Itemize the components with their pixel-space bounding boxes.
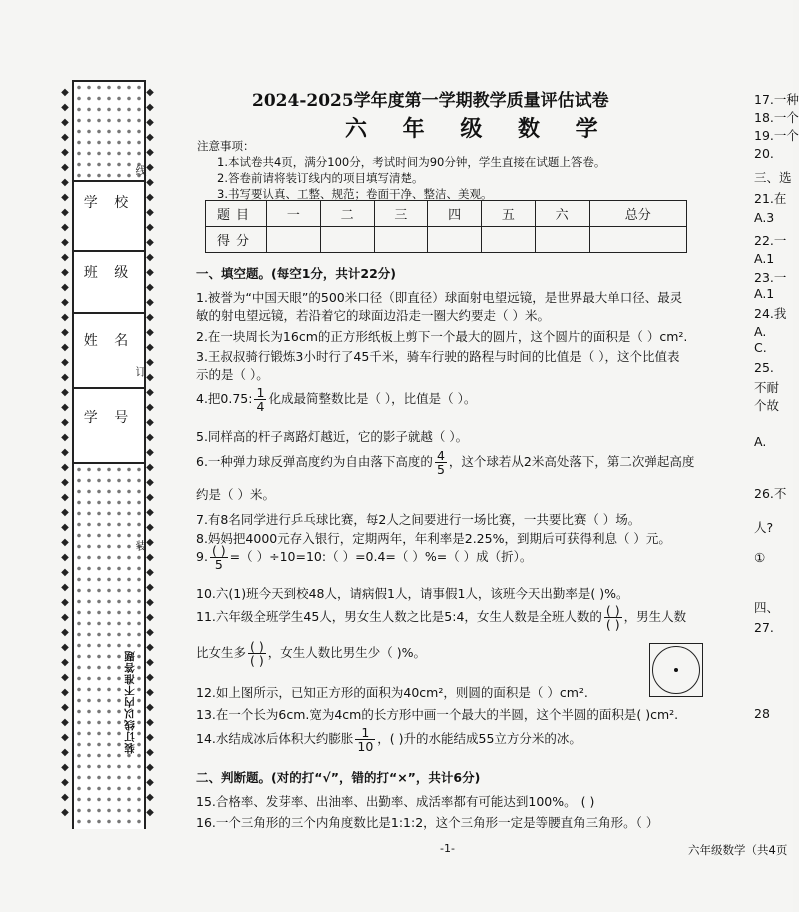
next-page-line: ① [754,550,766,565]
next-page-edge [754,88,799,912]
next-page-line: 20. [754,146,774,161]
q9-text: =（ ）÷10=10:（ ）=0.4=（ ）%=（ ）成（折）。 [229,549,533,564]
q4-fraction: $\frac{1}{4}$ [256,385,265,414]
next-page-line: 22.一 [754,233,787,248]
question-14 [196,726,582,753]
next-page-line: A.1 [754,286,775,301]
exam-subject: 六 年 级 数 学 [345,116,612,142]
binding-ornament-left: ◆ ◆ ◆ ◆ ◆ ◆ ◆ ◆ ◆ ◆ ◆ ◆ ◆ ◆ ◆ ◆ ◆ ◆ ◆ ◆ ◆ ◆ ◆ ◆ ◆ ◆ ◆ ◆ ◆ ◆ ◆ ◆ ◆ ◆ ◆ ◆ ◆ ◆ ◆ ◆ ◆ ◆ ◆ ◆ ◆ ◆ ◆ ◆ ◆ [61,87,69,818]
next-page-line: 26.不 [754,486,787,501]
next-page-line: 23.一 [754,270,787,285]
q9-fraction: $\frac{( )}{5}$ [211,543,226,572]
question-6 [196,449,694,476]
section1-heading: 一、填空题。(每空1分，共计22分) [196,266,397,281]
exam-title: 2024-2025学年度第一学期教学质量评估试卷 [252,91,609,111]
notes-heading: 注意事项： [197,139,255,153]
next-page-line: 三、选 [754,170,792,185]
next-page-line: 24.我 [754,306,787,321]
star-pattern-bottom [74,462,144,829]
q11-text: ，男生人数 [623,609,687,624]
question-1-cont: 敏的射电望远镜，若沿着它的球面边沿走一圈大约要走（ ）米。 [196,308,550,323]
question-9 [196,544,532,571]
question-6-cont: 约是（ ）米。 [196,487,275,502]
circle-center-dot [674,668,678,672]
score-table [205,200,687,253]
instructions [197,138,605,202]
score-table-header-row [206,201,687,227]
question-10: 10.六(1)班今天到校48人，请病假1人，请事假1人，该班今天出勤率是( )%。 [196,586,629,601]
question-3-cont: 示的是（ ）。 [196,367,269,382]
score-header-cell: 五 [482,201,536,227]
class-field[interactable]: 班 级 [74,250,144,314]
score-cell[interactable] [374,227,428,253]
score-header-cell: 二 [320,201,374,227]
question-13: 13.在一个长为6cm.宽为4cm的长方形中画一个最大的半圆，这个半圆的面积是( )cm². [196,707,679,722]
next-page-line: C. [754,340,767,355]
q4-text: 化成最简整数比是（ ），比值是（ ）。 [268,391,477,406]
section2-heading: 二、判断题。(对的打“√”，错的打“×”，共计6分) [196,770,481,785]
score-header-cell: 题目 [206,201,267,227]
next-page-line: 21.在 [754,191,787,206]
next-page-line: 人? [754,520,774,535]
score-table-score-row [206,227,687,253]
next-page-line: A. [754,434,767,449]
next-page-line: 25. [754,360,774,375]
next-page-line: 17.一种 [754,92,799,107]
q14-text: ，( )升的水能结成55立方分米的冰。 [377,731,582,746]
score-cell[interactable] [535,227,589,253]
score-row-label: 得分 [206,227,267,253]
q11-fraction: $\frac{( )}{( )}$ [605,603,620,632]
question-11-cont [196,640,426,667]
question-16: 16.一个三角形的三个内角度数比是1:1:2，这个三角形一定是等腰直角三角形。（ ） [196,815,659,830]
binding-mark-staple: 订 [134,366,147,377]
page-number: -1- [440,842,455,855]
school-field[interactable]: 学 校 [74,180,144,252]
question-3: 3.王叔叔骑行锻炼3小时行了45千米，骑车行驶的路程与时间的比值是（ ），这个比值表 [196,349,680,364]
q11-text: ，女生人数比男生少（ )%。 [267,645,426,660]
q11-fraction-2: $\frac{( )}{( )}$ [250,639,264,668]
score-header-cell: 总分 [589,201,687,227]
score-cell[interactable] [320,227,374,253]
question-15: 15.合格率、发芽率、出油率、出勤率、成活率都有可能达到100%。 ( ) [196,794,595,809]
question-11 [196,604,686,631]
next-page-line: 19.一个 [754,128,799,143]
q14-text: 14.水结成冰后体积大约膨胀 [196,731,354,746]
q6-text: 6.一种弹力球反弹高度约为自由落下高度的 [196,454,433,469]
score-header-cell: 四 [428,201,482,227]
binding-mark-bind: 装 [134,540,147,551]
student-id-field[interactable]: 学 号 [74,387,144,464]
note-item: 3.书写要认真、工整、规范；卷面干净、整洁、美观。 [217,187,493,201]
score-cell[interactable] [267,227,321,253]
next-page-line: 四、 [754,600,780,615]
q9-text: 9. [196,549,208,564]
q11-text: 比女生多 [196,645,247,660]
score-cell[interactable] [589,227,687,253]
next-page-line: 18.一个 [754,110,799,125]
next-page-line: 个故 [754,398,780,413]
q4-text: 4.把0.75: [196,391,253,406]
question-1: 1.被誉为“中国天眼”的500米口径（即直径）球面射电望远镜，是世界最大单口径、最灵 [196,290,683,305]
score-cell[interactable] [482,227,536,253]
binding-ornament-right: ◆ ◆ ◆ ◆ ◆ ◆ ◆ ◆ ◆ ◆ ◆ ◆ ◆ ◆ ◆ ◆ ◆ ◆ ◆ ◆ ◆ ◆ ◆ ◆ ◆ ◆ ◆ ◆ ◆ ◆ ◆ ◆ ◆ ◆ ◆ ◆ ◆ ◆ ◆ ◆ ◆ ◆ ◆ ◆ ◆ ◆ ◆ ◆ ◆ [146,87,154,818]
question-7: 7.有8名同学进行乒乓球比赛，每2人之间要进行一场比赛，一共要比赛（ ）场。 [196,512,641,527]
q14-fraction: $\frac{1}{10}$ [357,725,374,754]
square-circle-figure [649,643,703,697]
question-12: 12.如上图所示，已知正方形的面积为40cm²，则圆的面积是（ ）cm². [196,685,588,700]
question-2: 2.在一块周长为16cm的正方形纸板上剪下一个最大的圆片，这个圆片的面积是（ ）cm². [196,329,688,344]
score-cell[interactable] [428,227,482,253]
binding-warning: 装订线以内不准答题 [124,650,136,754]
question-8: 8.妈妈把4000元存入银行，定期两年，年利率是2.25%，到期后可获得利息（ ）元。 [196,531,671,546]
binding-mark-line: 线 [134,165,147,176]
q6-text: ，这个球若从2米高处落下，第二次弹起高度 [448,454,695,469]
next-page-line: A. [754,324,767,339]
next-page-line: A.1 [754,251,775,266]
score-header-cell: 三 [374,201,428,227]
score-header-cell: 一 [267,201,321,227]
note-item: 1.本试卷共4页，满分100分，考试时间为90分钟，学生直接在试题上答卷。 [217,155,606,169]
q6-fraction: $\frac{4}{5}$ [436,448,445,477]
next-page-line: 不耐 [754,380,780,395]
q11-text: 11.六年级全班学生45人，男女生人数之比是5:4，女生人数是全班人数的 [196,609,602,624]
question-4 [196,386,476,413]
page-footer-label: 六年级数学（共4页 [688,843,788,857]
name-field[interactable]: 姓 名 [74,312,144,389]
next-page-line: 28 [754,706,770,721]
note-item: 2.答卷前请将装订线内的项目填写清楚。 [217,171,424,185]
question-5: 5.同样高的杆子离路灯越近，它的影子就越（ ）。 [196,429,469,444]
next-page-line: 27. [754,620,774,635]
next-page-line: A.3 [754,210,775,225]
score-header-cell: 六 [535,201,589,227]
